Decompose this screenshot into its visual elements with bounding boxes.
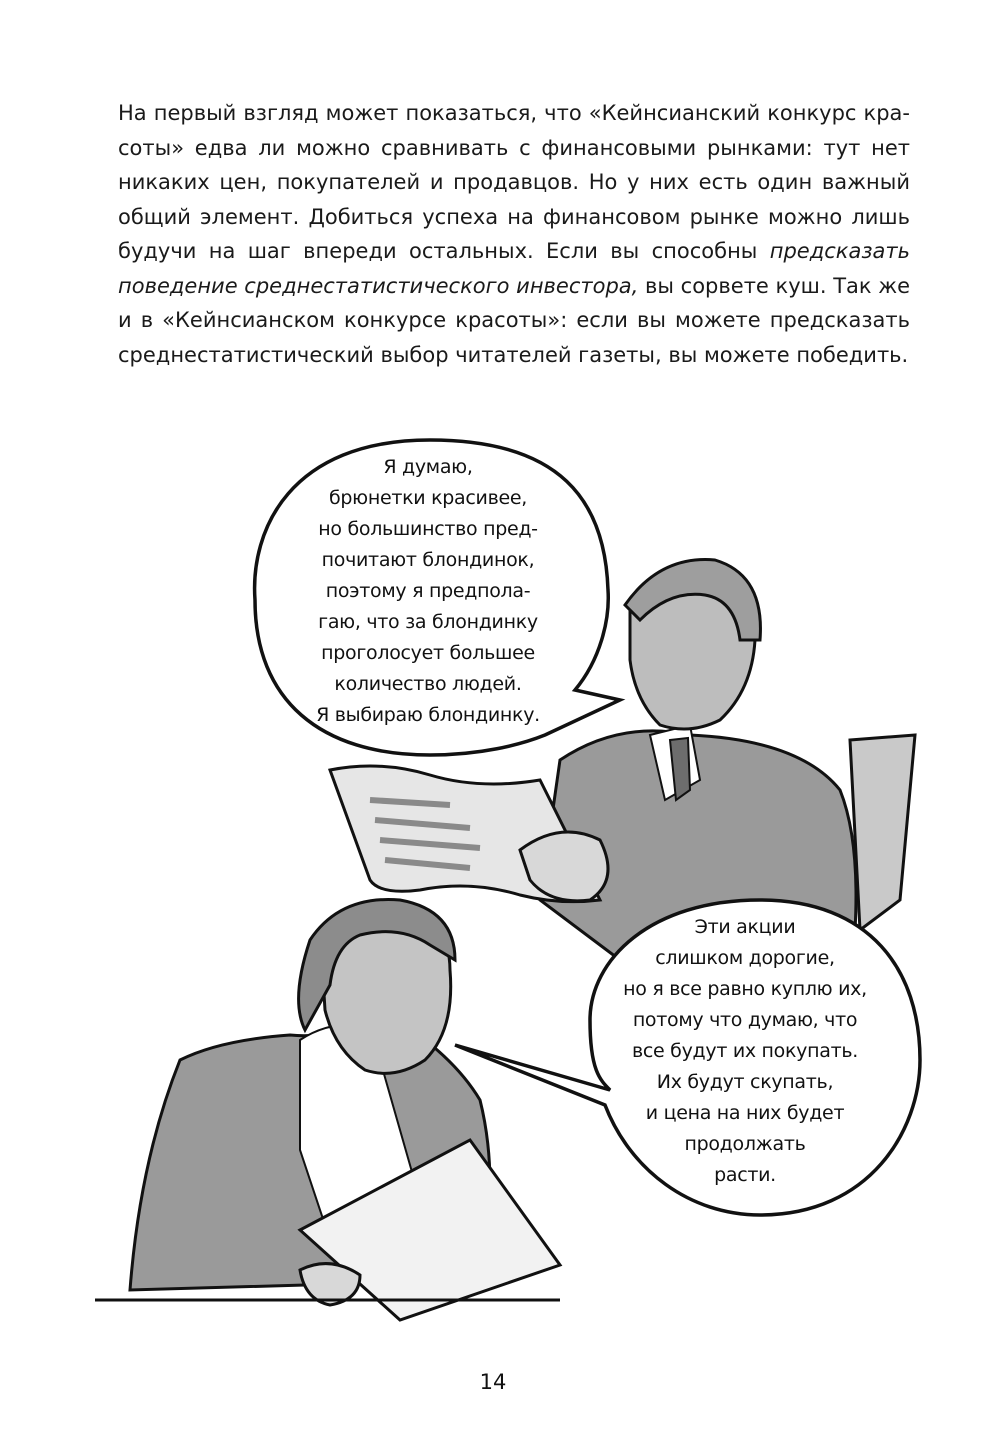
speech-line: все будут их покупать.: [632, 1040, 858, 1062]
text-line: среднестатистический выбор читателей газеты, вы можете победить.: [118, 342, 909, 367]
text-line: соты» едва ли можно сравнивать с финансовыми рынками: тут нет: [118, 135, 910, 160]
text-fragment: будучи на шаг впереди остальных. Если вы способны: [118, 239, 770, 263]
speech-line: продолжать: [684, 1133, 806, 1155]
speech-line: гаю, что за блондинку: [318, 611, 538, 633]
speech-line: потому что думаю, что: [632, 1009, 858, 1031]
speech-line: проголосует большее: [321, 642, 535, 664]
speech-line: Эти акции: [694, 916, 796, 938]
text-line: общий элемент. Добиться успеха на финансовом рынке можно лишь: [118, 204, 910, 229]
speech-line: Я думаю,: [383, 456, 473, 478]
text-fragment: вы сорвете куш. Так же: [638, 273, 911, 298]
speech-line: Их будут скупать,: [656, 1071, 834, 1093]
italic-fragment: предсказать: [769, 239, 910, 263]
chair: [850, 735, 915, 930]
speech-line: поэтому я предпола-: [325, 580, 531, 602]
speech-text-woman: [600, 912, 890, 1191]
speech-line: и цена на них будет: [645, 1102, 845, 1124]
speech-line: но я все равно куплю их,: [623, 978, 867, 1000]
speech-text-man: [278, 452, 578, 731]
speech-line: Я выбираю блондинку.: [316, 704, 540, 726]
speech-line: брюнетки красивее,: [328, 487, 527, 509]
page-number: 14: [479, 1370, 507, 1394]
speech-line: расти.: [714, 1164, 776, 1186]
speech-line: почитают блондинок,: [321, 549, 535, 571]
speech-line: количество людей.: [334, 673, 522, 695]
speech-line: но большинство пред-: [318, 518, 538, 540]
text-line: На первый взгляд может показаться, что «Кейнсианский конкурс кра-: [118, 101, 910, 125]
text-line: и в «Кейнсианском конкурсе красоты»: если вы можете предсказать: [118, 308, 910, 332]
text-line: никаких цен, покупателей и продавцов. Но у них есть один важный: [118, 170, 910, 194]
speech-line: слишком дорогие,: [655, 947, 835, 969]
italic-fragment: поведение среднестатистического инвестора,: [118, 273, 639, 298]
